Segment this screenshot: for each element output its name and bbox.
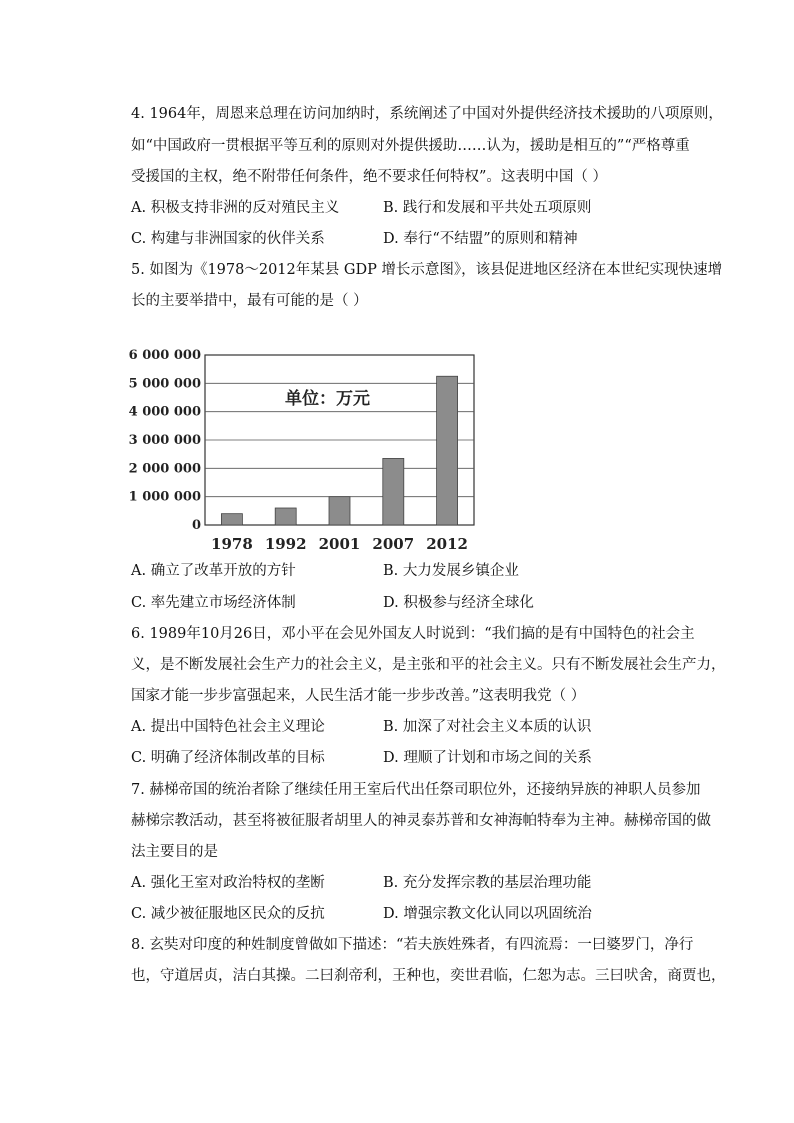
y-tick-label: 2 000 000 <box>128 461 201 477</box>
bar-2001 <box>329 497 350 525</box>
bar-2012 <box>437 376 458 525</box>
y-tick-label: 5 000 000 <box>128 376 201 392</box>
gdp-bar-chart <box>125 345 485 555</box>
q7-line-1: 7. 赫梯帝国的统治者除了继续任用王室后代出任祭司职位外，还接纳异族的神职人员参加 <box>131 782 701 798</box>
q6-option-c[interactable]: C. 明确了经济体制改革的目标 <box>131 750 325 766</box>
q7-option-b[interactable]: B. 充分发挥宗教的基层治理功能 <box>383 875 592 891</box>
y-tick-label: 4 000 000 <box>128 404 201 420</box>
chart-unit-annotation: 单位：万元 <box>285 389 370 409</box>
q4-line-1: 4. 1964年，周恩来总理在访问加纳时，系统阐述了中国对外提供经济技术援助的八项原则， <box>131 106 723 122</box>
q6-option-b[interactable]: B. 加深了对社会主义本质的认识 <box>383 719 592 735</box>
chart-y-ticks <box>129 348 201 533</box>
q5-line-1: 5. 如图为《1978～2012年某县 GDP 增长示意图》，该县促进地区经济在本世纪实现快速增 <box>131 262 723 278</box>
x-category-label: 2001 <box>318 535 361 553</box>
x-category-label: 2007 <box>372 535 415 553</box>
q4-line-2: 如“中国政府一贯根据平等互利的原则对外提供援助……认为，援助是相互的”“严格尊重 <box>131 138 690 154</box>
q6-option-a[interactable]: A. 提出中国特色社会主义理论 <box>131 719 325 735</box>
y-tick-label: 6 000 000 <box>128 348 201 363</box>
x-category-label: 1992 <box>264 535 307 553</box>
q5-option-d[interactable]: D. 积极参与经济全球化 <box>383 595 534 611</box>
q7-option-c[interactable]: C. 减少被征服地区民众的反抗 <box>131 906 325 922</box>
q6-option-d[interactable]: D. 理顺了计划和市场之间的关系 <box>383 750 592 766</box>
y-tick-label: 3 000 000 <box>128 433 201 448</box>
q5-option-a[interactable]: A. 确立了改革开放的方针 <box>131 563 296 579</box>
chart-categories <box>211 535 468 553</box>
q5-line-2: 长的主要举措中，最有可能的是（ ） <box>131 293 368 309</box>
q4-option-c[interactable]: C. 构建与非洲国家的伙伴关系 <box>131 231 325 247</box>
q6-line-1: 6. 1989年10月26日，邓小平在会见外国友人时说到：“我们搞的是有中国特色的社会主 <box>131 626 695 642</box>
q5-option-c[interactable]: C. 率先建立市场经济体制 <box>131 595 296 611</box>
q7-option-a[interactable]: A. 强化王室对政治特权的垄断 <box>131 875 325 891</box>
q4-option-a[interactable]: A. 积极支持非洲的反对殖民主义 <box>131 200 340 216</box>
x-category-label: 2012 <box>426 535 468 553</box>
q7-option-d[interactable]: D. 增强宗教文化认同以巩固统治 <box>383 906 592 922</box>
q6-line-2: 义，是不断发展社会生产力的社会主义，是主张和平的社会主义。只有不断发展社会生产力， <box>131 657 726 673</box>
bar-2007 <box>383 458 404 525</box>
q8-line-2: 也，守道居贞，洁白其操。二曰刹帝利，王种也，奕世君临，仁恕为志。三曰吠舍，商贾也， <box>131 968 726 984</box>
q8-line-1: 8. 玄奘对印度的种姓制度曾做如下描述：“若夫族姓殊者，有四流焉：一曰婆罗门，净行 <box>131 937 694 953</box>
q4-line-3: 受援国的主权，绝不附带任何条件，绝不要求任何特权”。这表明中国（ ） <box>131 169 608 185</box>
q4-option-d[interactable]: D. 奉行“不结盟”的原则和精神 <box>383 231 578 247</box>
q7-line-2: 赫梯宗教活动，甚至将被征服者胡里人的神灵泰苏普和女神海帕特奉为主神。赫梯帝国的做 <box>131 813 711 829</box>
x-category-label: 1978 <box>211 535 253 553</box>
q6-line-3: 国家才能一步步富强起来，人民生活才能一步步改善。”这表明我党（ ） <box>131 688 586 704</box>
q5-option-b[interactable]: B. 大力发展乡镇企业 <box>383 563 519 579</box>
q4-option-b[interactable]: B. 践行和发展和平共处五项原则 <box>383 200 592 216</box>
bar-1992 <box>275 508 296 525</box>
y-tick-label: 0 <box>191 518 201 533</box>
bar-1978 <box>221 514 242 525</box>
y-tick-label: 1 000 000 <box>128 489 201 505</box>
q7-line-3: 法主要目的是 <box>131 844 218 860</box>
